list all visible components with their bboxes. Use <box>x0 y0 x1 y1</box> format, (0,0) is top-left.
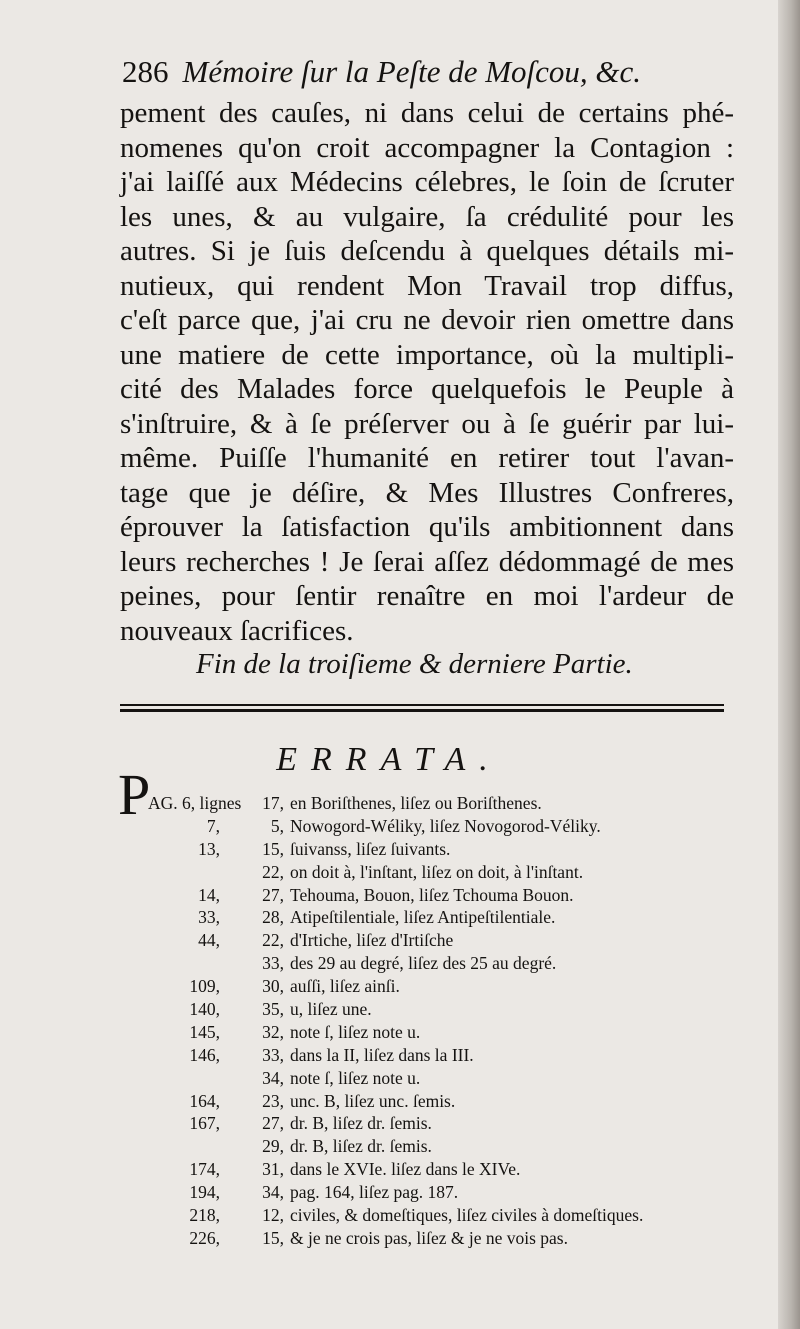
errata-correction: unc. B, liſez unc. ſemis. <box>290 1090 456 1111</box>
errata-row <box>120 975 740 998</box>
errata-line: 30, <box>262 976 284 997</box>
errata-line: 31, <box>262 1159 284 1180</box>
errata-page: 167, <box>189 1113 220 1134</box>
text-line: nouveaux ſacrifices. <box>120 614 354 647</box>
errata-page: 33, <box>198 907 220 928</box>
errata-line: 32, <box>262 1021 284 1042</box>
errata-page: 194, <box>189 1182 220 1203</box>
errata-line: 22, <box>262 861 284 882</box>
errata-page: 145, <box>189 1021 220 1042</box>
drop-cap: P <box>118 762 151 827</box>
text-line: c'eſt parce que, j'ai cru ne devoir rien omettre dans <box>120 304 734 336</box>
errata-page: 140, <box>189 999 220 1020</box>
errata-correction: dans le XVIe. liſez dans le XIVe. <box>290 1159 521 1180</box>
errata-row <box>120 861 740 884</box>
errata-row <box>120 998 740 1021</box>
errata-correction: d'Irtiche, liſez d'Irtiſche <box>290 930 454 951</box>
errata-line: 29, <box>262 1136 284 1157</box>
errata-list <box>120 792 740 1250</box>
errata-row <box>120 1181 740 1204</box>
errata-correction: note ſ, liſez note u. <box>290 1021 421 1042</box>
errata-line: 34, <box>262 1067 284 1088</box>
errata-row <box>120 929 740 952</box>
text-line: s'inſtruire, & à ſe préſerver ou à ſe guérir par lui- <box>120 407 734 440</box>
text-line: même. Puiſſe l'humanité en retirer tout l'avan- <box>120 442 734 474</box>
text-line: pement des cauſes, ni dans celui de certains phé- <box>120 97 734 129</box>
errata-line: 15, <box>262 1227 284 1248</box>
errata-heading: ERRATA. <box>276 741 502 778</box>
errata-page: 174, <box>189 1159 220 1180</box>
text-line: autres. Si je ſuis deſcendu à quelques détails mi- <box>120 235 734 267</box>
errata-page: 13, <box>198 838 220 859</box>
errata-correction: civiles, & domeſtiques, liſez civiles à domeſtiques. <box>290 1205 644 1226</box>
errata-page: AG. 6, lignes <box>148 793 242 813</box>
errata-page: 7, <box>206 815 220 836</box>
errata-correction: dans la II, liſez dans la III. <box>290 1044 474 1065</box>
errata-row <box>120 952 740 975</box>
text-line: leurs recherches ! Je ſerai aſſez dédommagé de mes <box>120 545 734 578</box>
errata-line: 15, <box>262 838 284 859</box>
errata-correction: dr. B, liſez dr. ſemis. <box>290 1136 432 1157</box>
errata-page: 44, <box>198 930 220 951</box>
errata-row <box>120 1067 740 1090</box>
text-line: tage que je déſire, & Mes Illustres Confreres, <box>120 476 734 509</box>
errata-row <box>120 1158 740 1181</box>
double-rule-divider <box>120 704 724 712</box>
page-number: 286 <box>122 54 169 89</box>
errata-line: 12, <box>262 1205 284 1226</box>
errata-line: 27, <box>262 1113 284 1134</box>
errata-line: 5, <box>270 815 284 836</box>
errata-row <box>120 815 740 838</box>
errata-line: 33, <box>262 1044 284 1065</box>
closing-line: Fin de la troiſieme & derniere Partie. <box>196 648 633 680</box>
errata-page: 164, <box>189 1090 220 1111</box>
errata-row <box>120 1090 740 1113</box>
errata-correction: Atipeſtilentiale, liſez Antipeſtilentiale. <box>290 907 556 928</box>
running-title: Mémoire ſur la Peſte de Moſcou, &c. <box>182 54 642 89</box>
errata-row <box>120 1112 740 1135</box>
errata-correction: Nowogord-Wéliky, liſez Novogorod-Véliky. <box>290 815 601 836</box>
errata-line: 28, <box>262 907 284 928</box>
errata-correction: note ſ, liſez note u. <box>290 1067 421 1088</box>
running-header <box>122 52 682 92</box>
errata-row <box>120 906 740 929</box>
errata-correction: auſſi, liſez ainſi. <box>290 976 400 997</box>
errata-row <box>120 1227 740 1250</box>
errata-row <box>120 1204 740 1227</box>
errata-correction: u, liſez une. <box>290 999 372 1020</box>
text-line: peines, pour ſentir renaître en moi l'ardeur de <box>120 580 734 612</box>
errata-line: 35, <box>262 999 284 1020</box>
errata-correction: pag. 164, liſez pag. 187. <box>290 1182 459 1203</box>
text-line: une matiere de cette importance, où la multipli- <box>120 338 734 371</box>
errata-row <box>120 1135 740 1158</box>
body-paragraph <box>120 96 734 648</box>
text-line: les unes, & au vulgaire, ſa crédulité pour les <box>120 200 734 233</box>
errata-line: 17, <box>262 793 284 813</box>
errata-line: 27, <box>262 884 284 905</box>
errata-correction: des 29 au degré, liſez des 25 au degré. <box>290 953 557 974</box>
errata-line: 33, <box>262 953 284 974</box>
book-spine-shadow <box>778 0 800 1329</box>
errata-correction: on doit à, l'inſtant, liſez on doit, à l'inſtant. <box>290 861 584 882</box>
errata-page: 14, <box>198 884 220 905</box>
errata-line: 23, <box>262 1090 284 1111</box>
errata-correction: dr. B, liſez dr. ſemis. <box>290 1113 432 1134</box>
errata-page: 226, <box>189 1227 220 1248</box>
errata-correction: & je ne crois pas, liſez & je ne vois pas. <box>290 1227 568 1248</box>
errata-row <box>120 792 740 815</box>
text-line: j'ai laiſſé aux Médecins célebres, le ſoin de ſcruter <box>120 166 734 198</box>
errata-page: 109, <box>189 976 220 997</box>
errata-correction: ſuivanss, liſez ſuivants. <box>290 838 451 859</box>
errata-correction: Tehouma, Bouon, liſez Tchouma Bouon. <box>290 884 574 905</box>
text-line: éprouver la ſatisfaction qu'ils ambitionnent dans <box>120 511 734 543</box>
text-line: nutieux, qui rendent Mon Travail trop diffus, <box>120 269 734 302</box>
errata-page: 146, <box>189 1044 220 1065</box>
errata-line: 34, <box>262 1182 284 1203</box>
text-line: cité des Malades force quelquefois le Peuple à <box>120 373 734 405</box>
errata-row <box>120 1044 740 1067</box>
errata-correction: en Boriſthenes, liſez ou Boriſthenes. <box>290 793 542 813</box>
errata-line: 22, <box>262 930 284 951</box>
text-line: nomenes qu'on croit accompagner la Contagion : <box>120 131 734 164</box>
errata-row <box>120 1021 740 1044</box>
errata-row <box>120 838 740 861</box>
errata-row <box>120 884 740 907</box>
errata-page: 218, <box>189 1205 220 1226</box>
